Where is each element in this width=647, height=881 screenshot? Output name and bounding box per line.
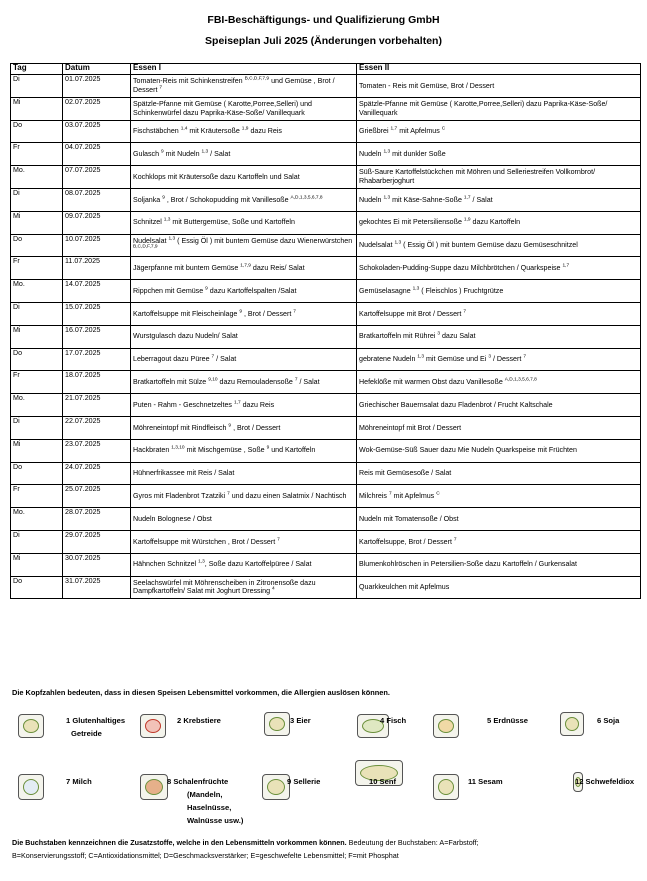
meal-text: Hefeklöße mit warmen Obst dazu Vanillesoße $^{A,D,1,3,5,6,7,8}$	[359, 377, 537, 386]
table-row	[11, 394, 641, 417]
allergen-6: 6 Soja	[597, 716, 620, 725]
meal-1-cell	[131, 416, 357, 439]
meal-text: Milchreis $^7$ mit Apfelmus $^C$	[359, 491, 440, 500]
table-row	[11, 348, 641, 371]
meal-2-cell	[357, 325, 641, 348]
header-essen-2: Essen II	[357, 64, 641, 75]
meal-1-cell	[131, 325, 357, 348]
meal-2-cell	[357, 348, 641, 371]
meal-2-cell	[357, 75, 641, 98]
table-row	[11, 439, 641, 462]
allergen-5: 5 Erdnüsse	[487, 716, 528, 725]
day-cell: Mo.	[11, 394, 63, 417]
meal-text: Nudelsalat $^{1,3}$ ( Essig Öl ) mit buntem Gemüse dazu Gemüseschnitzel	[359, 240, 578, 250]
day-cell: Mi	[11, 97, 63, 120]
meal-text: Puten - Rahm - Geschnetzeltes $^{1,7}$ dazu Reis	[133, 400, 275, 409]
table-row	[11, 508, 641, 531]
table-row	[11, 485, 641, 508]
day-cell: Di	[11, 302, 63, 325]
meal-text: Nudeln mit Tomatensoße / Obst	[359, 514, 459, 523]
meal-1-cell	[131, 348, 357, 371]
allergen-11: 11 Sesam	[468, 777, 503, 786]
meal-2-cell	[357, 143, 641, 166]
meal-text: Schokoladen-Pudding-Suppe dazu Milchbrötchen / Quarkspeise $^{1,7}$	[359, 263, 570, 272]
day-cell: Mi	[11, 211, 63, 234]
wheat-icon	[18, 714, 44, 738]
meal-text: Soljanka $^9$ , Brot / Schokopudding mit Vanillesoße $^{A,D,1,3,5,6,7,8}$	[133, 195, 323, 204]
meal-text: Nudeln $^{1,3}$ mit dunkler Soße	[359, 149, 446, 158]
meal-1-cell	[131, 508, 357, 531]
table-row	[11, 462, 641, 485]
date-cell: 17.07.2025	[63, 348, 131, 371]
meal-2-cell	[357, 166, 641, 189]
egg-icon	[264, 712, 290, 736]
meal-1-cell	[131, 371, 357, 394]
day-cell: Do	[11, 348, 63, 371]
meal-text: Wurstgulasch dazu Nudeln/ Salat	[133, 332, 238, 341]
table-row	[11, 325, 641, 348]
meal-text: Hühnerfrikassee mit Reis / Salat	[133, 469, 235, 478]
meal-2-cell	[357, 508, 641, 531]
header-essen-1: Essen I	[131, 64, 357, 75]
meal-2-cell	[357, 576, 641, 599]
meal-2-cell	[357, 120, 641, 143]
soy-icon	[560, 712, 584, 736]
meal-text: Nudeln Bolognese / Obst	[133, 514, 212, 523]
sesame-icon	[433, 774, 459, 800]
table-row	[11, 553, 641, 576]
meal-2-cell	[357, 371, 641, 394]
meal-text: Möhreneintopf mit Brot / Dessert	[359, 423, 462, 432]
nuts-icon	[140, 774, 168, 800]
meal-2-cell	[357, 553, 641, 576]
meal-text: Hähnchen Schnitzel $^{1,3}$, Soße dazu Kartoffelpüree / Salat	[133, 559, 312, 569]
table-row	[11, 371, 641, 394]
meal-text: Seelachswürfel mit Möhrenscheiben in Zitronensoße dazu Dampfkartoffeln/ Salat mit Joghurt Dressing $^4$	[133, 578, 316, 596]
day-cell: Do	[11, 120, 63, 143]
allergen-12: 12 Schwefeldiox	[575, 777, 635, 786]
date-cell: 29.07.2025	[63, 530, 131, 553]
meal-2-cell	[357, 439, 641, 462]
meal-1-cell	[131, 530, 357, 553]
date-cell: 18.07.2025	[63, 371, 131, 394]
table-row	[11, 302, 641, 325]
date-cell: 07.07.2025	[63, 166, 131, 189]
meal-text: Hackbraten $^{1,3,10}$ mit Mischgemüse , Soße $^9$ und Kartoffeln	[133, 445, 316, 455]
day-cell: Fr	[11, 257, 63, 280]
day-cell: Fr	[11, 143, 63, 166]
date-cell: 01.07.2025	[63, 75, 131, 98]
meal-1-cell	[131, 394, 357, 417]
peanut-icon	[433, 714, 459, 738]
date-cell: 23.07.2025	[63, 439, 131, 462]
meal-2-cell	[357, 462, 641, 485]
date-cell: 03.07.2025	[63, 120, 131, 143]
date-cell: 31.07.2025	[63, 576, 131, 599]
table-row	[11, 576, 641, 599]
meal-text: Kartoffelsuppe, Brot / Dessert $^7$	[359, 537, 457, 546]
day-cell: Di	[11, 416, 63, 439]
allergen-8: 8 Schalenfrüchte (Mandeln, Haselnüsse, Walnüsse usw.)	[167, 777, 244, 825]
meal-2-cell	[357, 234, 641, 257]
allergen-3: 3 Eier	[290, 716, 311, 725]
meal-text: Tomaten - Reis mit Gemüse, Brot / Dessert	[359, 81, 495, 90]
meal-text: Kochklops mit Kräutersoße dazu Kartoffeln und Salat	[133, 172, 300, 181]
meal-2-cell	[357, 280, 641, 303]
meal-text: Kartoffelsuppe mit Brot / Dessert $^7$	[359, 309, 467, 318]
meal-text: gekochtes Ei mit Petersiliensoße $^{1,9}$ dazu Kartoffeln	[359, 218, 521, 227]
meal-1-cell	[131, 462, 357, 485]
celery-icon	[262, 774, 290, 800]
date-cell: 16.07.2025	[63, 325, 131, 348]
date-cell: 24.07.2025	[63, 462, 131, 485]
meal-text: gebratene Nudeln $^{1,3}$ mit Gemüse und Ei $^3$ / Dessert $^7$	[359, 354, 526, 364]
day-cell: Do	[11, 462, 63, 485]
table-row	[11, 143, 641, 166]
meal-text: Blumenkohlröschen in Petersilien-Soße dazu Kartoffeln / Gurkensalat	[359, 560, 577, 569]
menu-table	[10, 63, 641, 599]
meal-text: Fischstäbchen $^{1,4}$ mit Kräutersoße $^{1,9}$ dazu Reis	[133, 126, 282, 136]
meal-2-cell	[357, 394, 641, 417]
meal-2-cell	[357, 97, 641, 120]
date-cell: 30.07.2025	[63, 553, 131, 576]
date-cell: 04.07.2025	[63, 143, 131, 166]
meal-text: Gemüselasagne $^{1,3}$ ( Fleischlos ) Fruchtgrütze	[359, 286, 504, 295]
company-title: FBI-Beschäftigungs- und Qualifizierung GmbH	[207, 14, 440, 26]
allergen-1: 1 Glutenhaltiges Getreide	[66, 716, 126, 738]
meal-1-cell	[131, 166, 357, 189]
meal-text: Gulasch $^9$ mit Nudeln $^{1,3}$ / Salat	[133, 149, 231, 158]
table-row	[11, 188, 641, 211]
meal-1-cell	[131, 257, 357, 280]
meal-text: Grießbrei $^{1,7}$ mit Apfelmus $^C$	[359, 126, 446, 136]
meal-1-cell	[131, 188, 357, 211]
allergen-2: 2 Krebstiere	[177, 716, 221, 725]
date-cell: 10.07.2025	[63, 234, 131, 257]
day-cell: Mi	[11, 439, 63, 462]
meal-text: Leberragout dazu Püree $^7$ / Salat	[133, 354, 237, 364]
date-cell: 28.07.2025	[63, 508, 131, 531]
allergen-10: 10 Senf	[369, 777, 397, 786]
meal-text: Möhreneintopf mit Rindfleisch $^9$ , Brot / Dessert	[133, 423, 281, 432]
date-cell: 09.07.2025	[63, 211, 131, 234]
meal-text: Bratkartoffeln mit Sülze $^{9,10}$ dazu Remouladensoße $^7$ / Salat	[133, 377, 320, 386]
meal-1-cell	[131, 143, 357, 166]
table-row	[11, 75, 641, 98]
meal-2-cell	[357, 211, 641, 234]
day-cell: Di	[11, 530, 63, 553]
day-cell: Fr	[11, 485, 63, 508]
table-row	[11, 280, 641, 303]
meal-text: Reis mit Gemüsesoße / Salat	[359, 469, 452, 478]
meal-2-cell	[357, 416, 641, 439]
meal-text: Rippchen mit Gemüse $^9$ dazu Kartoffelspalten /Salat	[133, 286, 297, 295]
table-row	[11, 257, 641, 280]
day-cell: Mo.	[11, 280, 63, 303]
table-header-row	[11, 64, 641, 75]
table-row	[11, 211, 641, 234]
table-row	[11, 120, 641, 143]
day-cell: Di	[11, 188, 63, 211]
meal-1-cell	[131, 302, 357, 325]
date-cell: 11.07.2025	[63, 257, 131, 280]
meal-2-cell	[357, 257, 641, 280]
day-cell: Mo.	[11, 508, 63, 531]
day-cell: Fr	[11, 371, 63, 394]
day-cell: Do	[11, 234, 63, 257]
meal-2-cell	[357, 302, 641, 325]
meal-text: Wok-Gemüse-Süß Sauer dazu Mie Nudeln Quarkspeise mit Früchten	[359, 446, 577, 455]
allergen-note: Die Kopfzahlen bedeuten, dass in diesen Speisen Lebensmittel vorkommen, die Allergien auslösen können.	[12, 688, 390, 697]
table-row	[11, 166, 641, 189]
meal-text: Quarkkeulchen mit Apfelmus	[359, 583, 450, 592]
allergen-7: 7 Milch	[66, 777, 92, 786]
meal-1-cell	[131, 280, 357, 303]
day-cell: Di	[11, 75, 63, 98]
meal-2-cell	[357, 485, 641, 508]
milk-icon	[18, 774, 44, 800]
meal-text: Spätzle-Pfanne mit Gemüse ( Karotte,Porree,Selleri) und Schinkenwürfel dazu Paprika-Käse-Soße/ Vanillequark	[133, 100, 313, 117]
meal-1-cell	[131, 439, 357, 462]
meal-2-cell	[357, 530, 641, 553]
date-cell: 02.07.2025	[63, 97, 131, 120]
allergen-4: 4 Fisch	[380, 716, 407, 725]
table-row	[11, 97, 641, 120]
meal-text: Gyros mit Fladenbrot Tzatziki $^7$ und dazu einen Salatmix / Nachtisch	[133, 491, 347, 500]
meal-2-cell	[357, 188, 641, 211]
table-row	[11, 530, 641, 553]
allergen-9: 9 Sellerie	[287, 777, 321, 786]
meal-text: Nudeln $^{1,3}$ mit Käse-Sahne-Soße $^{1,7}$ / Salat	[359, 195, 493, 204]
day-cell: Do	[11, 576, 63, 599]
meal-text: Spätzle-Pfanne mit Gemüse ( Karotte,Porree,Selleri) dazu Paprika-Käse-Soße/ Vanillequark	[359, 100, 608, 117]
meal-text: Griechischer Bauernsalat dazu Fladenbrot / Frucht Kaltschale	[359, 400, 553, 409]
meal-1-cell	[131, 234, 357, 257]
header-datum: Datum	[63, 64, 131, 75]
crab-icon	[140, 714, 166, 738]
date-cell: 21.07.2025	[63, 394, 131, 417]
date-cell: 14.07.2025	[63, 280, 131, 303]
day-cell: Mi	[11, 325, 63, 348]
date-cell: 22.07.2025	[63, 416, 131, 439]
table-row	[11, 234, 641, 257]
plan-title: Speiseplan Juli 2025 (Änderungen vorbehalten)	[205, 35, 442, 47]
table-row	[11, 416, 641, 439]
header-tag: Tag	[11, 64, 63, 75]
meal-text: Nudelsalat $^{1,3}$ ( Essig Öl ) mit buntem Gemüse dazu Wienerwürstchen $^{B,C,D,F,7,9}$	[133, 236, 353, 251]
meal-1-cell	[131, 120, 357, 143]
day-cell: Mi	[11, 553, 63, 576]
meal-1-cell	[131, 211, 357, 234]
meal-text: Schnitzel $^{1,3}$ mit Buttergemüse, Soße und Kartoffeln	[133, 218, 295, 227]
meal-1-cell	[131, 553, 357, 576]
meal-text: Tomaten-Reis mit Schinkenstreifen $^{B,C,D,F,7,9}$ und Gemüse , Brot / Dessert $^7$	[133, 76, 335, 94]
meal-text: Jägerpfanne mit buntem Gemüse $^{1,7,9}$ dazu Reis/ Salat	[133, 263, 305, 272]
meal-text: Kartoffelsuppe mit Würstchen , Brot / Dessert $^7$	[133, 537, 280, 546]
day-cell: Mo.	[11, 166, 63, 189]
meal-1-cell	[131, 97, 357, 120]
date-cell: 15.07.2025	[63, 302, 131, 325]
date-cell: 25.07.2025	[63, 485, 131, 508]
meal-text: Kartoffelsuppe mit Fleischeinlage $^9$ , Brot / Dessert $^7$	[133, 309, 296, 318]
meal-text: Bratkartoffeln mit Rührei $^3$ dazu Salat	[359, 332, 476, 341]
meal-1-cell	[131, 75, 357, 98]
date-cell: 08.07.2025	[63, 188, 131, 211]
meal-1-cell	[131, 485, 357, 508]
meal-text: Süß-Saure Kartoffelstückchen mit Möhren und Selleriestreifen Vollkornbrot/ Rhabarberjoghurt	[359, 168, 596, 186]
meal-1-cell	[131, 576, 357, 599]
additives-note: Die Buchstaben kennzeichnen die Zusatzstoffe, welche in den Lebensmitteln vorkommen können. Bedeutung der Buchstaben: A=Farbstoff; B=Konservierungsstoff; C=Antioxidationsmittel; D=Geschmacksverstärker; E=geschwefelte Lebensmittel; F=mit Phosphat	[12, 838, 479, 860]
